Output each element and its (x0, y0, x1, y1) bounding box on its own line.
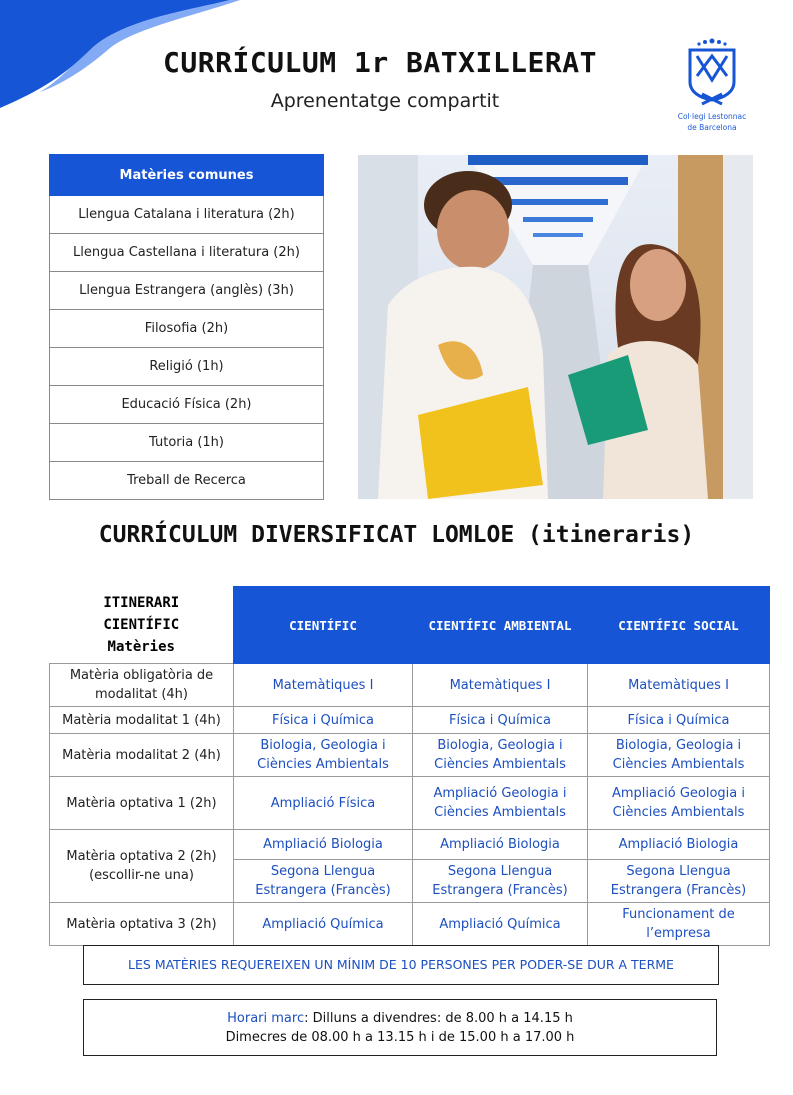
logo-text-line1: Col·legi Lestonnac (677, 112, 747, 121)
table-row (50, 734, 770, 777)
corner-header-line: ITINERARI (103, 594, 180, 611)
table-cell: Segona Llengua Estrangera (Francès) (234, 860, 413, 903)
schedule-label: Horari marc (227, 1011, 305, 1026)
table-cell: Ampliació Geologia i Ciències Ambientals (413, 777, 588, 830)
table-cell: Ampliació Física (234, 777, 413, 830)
table-cell: Biologia, Geologia i Ciències Ambientals (234, 734, 413, 777)
table-cell: Matemàtiques I (234, 664, 413, 707)
table-cell: Segona Llengua Estrangera (Francès) (588, 860, 770, 903)
page-title: CURRÍCULUM 1r BATXILLERAT (163, 46, 597, 79)
school-logo (672, 36, 752, 132)
common-subject-item: Treball de Recerca (50, 462, 324, 500)
row-label: Matèria optativa 1 (2h) (50, 777, 234, 830)
table-row (50, 707, 770, 734)
table-cell: Biologia, Geologia i Ciències Ambientals (413, 734, 588, 777)
row-label: Matèria obligatòria de modalitat (4h) (50, 664, 234, 707)
row-label: Matèria optativa 3 (2h) (50, 903, 234, 946)
column-header-cientific-social: CIENTÍFIC SOCIAL (588, 587, 770, 664)
table-cell: Ampliació Química (413, 903, 588, 946)
table-cell: Matemàtiques I (588, 664, 770, 707)
itinerary-corner-header (50, 587, 234, 664)
students-photo (358, 155, 753, 499)
table-row (50, 664, 770, 707)
school-emblem-icon (682, 36, 742, 106)
table-cell: Física i Química (588, 707, 770, 734)
table-cell: Física i Química (413, 707, 588, 734)
itinerary-table (49, 586, 770, 946)
common-subject-item: Llengua Catalana i literatura (2h) (50, 196, 324, 234)
table-row (50, 777, 770, 830)
corner-header-line: Matèries (107, 638, 175, 655)
table-cell: Biologia, Geologia i Ciències Ambientals (588, 734, 770, 777)
row-label: Matèria optativa 2 (2h) (escollir-ne una) (50, 830, 234, 903)
column-header-cientific-ambiental: CIENTÍFIC AMBIENTAL (413, 587, 588, 664)
table-row (50, 903, 770, 946)
row-label: Matèria modalitat 1 (4h) (50, 707, 234, 734)
table-cell: Ampliació Biologia (413, 830, 588, 860)
common-subject-item: Llengua Estrangera (anglès) (3h) (50, 272, 324, 310)
common-subject-item: Tutoria (1h) (50, 424, 324, 462)
table-cell: Ampliació Biologia (588, 830, 770, 860)
table-cell: Ampliació Geologia i Ciències Ambientals (588, 777, 770, 830)
diversified-curriculum-title: CURRÍCULUM DIVERSIFICAT LOMLOE (itineraris) (98, 522, 695, 548)
common-subjects-table (49, 154, 324, 500)
page-subtitle: Aprenentatge compartit (270, 90, 500, 112)
corner-header-line: CIENTÍFIC (103, 616, 180, 633)
row-label: Matèria modalitat 2 (4h) (50, 734, 234, 777)
schedule-weekdays: : Dilluns a divendres: de 8.00 h a 14.15 h (304, 1011, 573, 1026)
common-subjects-heading: Matèries comunes (50, 155, 324, 196)
common-subject-item: Educació Física (2h) (50, 386, 324, 424)
common-subject-item: Llengua Castellana i literatura (2h) (50, 234, 324, 272)
table-row (50, 830, 770, 860)
schedule-box (83, 999, 717, 1056)
schedule-line-1 (84, 1009, 716, 1028)
table-cell: Física i Química (234, 707, 413, 734)
table-cell: Ampliació Biologia (234, 830, 413, 860)
table-cell: Funcionament de l’empresa (588, 903, 770, 946)
column-header-cientific: CIENTÍFIC (234, 587, 413, 664)
table-cell: Segona Llengua Estrangera (Francès) (413, 860, 588, 903)
schedule-line-2: Dimecres de 08.00 h a 13.15 h i de 15.00 h a 17.00 h (225, 1030, 575, 1045)
table-cell: Ampliació Química (234, 903, 413, 946)
common-subject-item: Religió (1h) (50, 348, 324, 386)
logo-text-line2: de Barcelona (687, 123, 737, 132)
minimum-enrolment-notice: LES MATÈRIES REQUEREIXEN UN MÍNIM DE 10 PERSONES PER PODER-SE DUR A TERME (83, 945, 719, 985)
table-cell: Matemàtiques I (413, 664, 588, 707)
common-subject-item: Filosofia (2h) (50, 310, 324, 348)
